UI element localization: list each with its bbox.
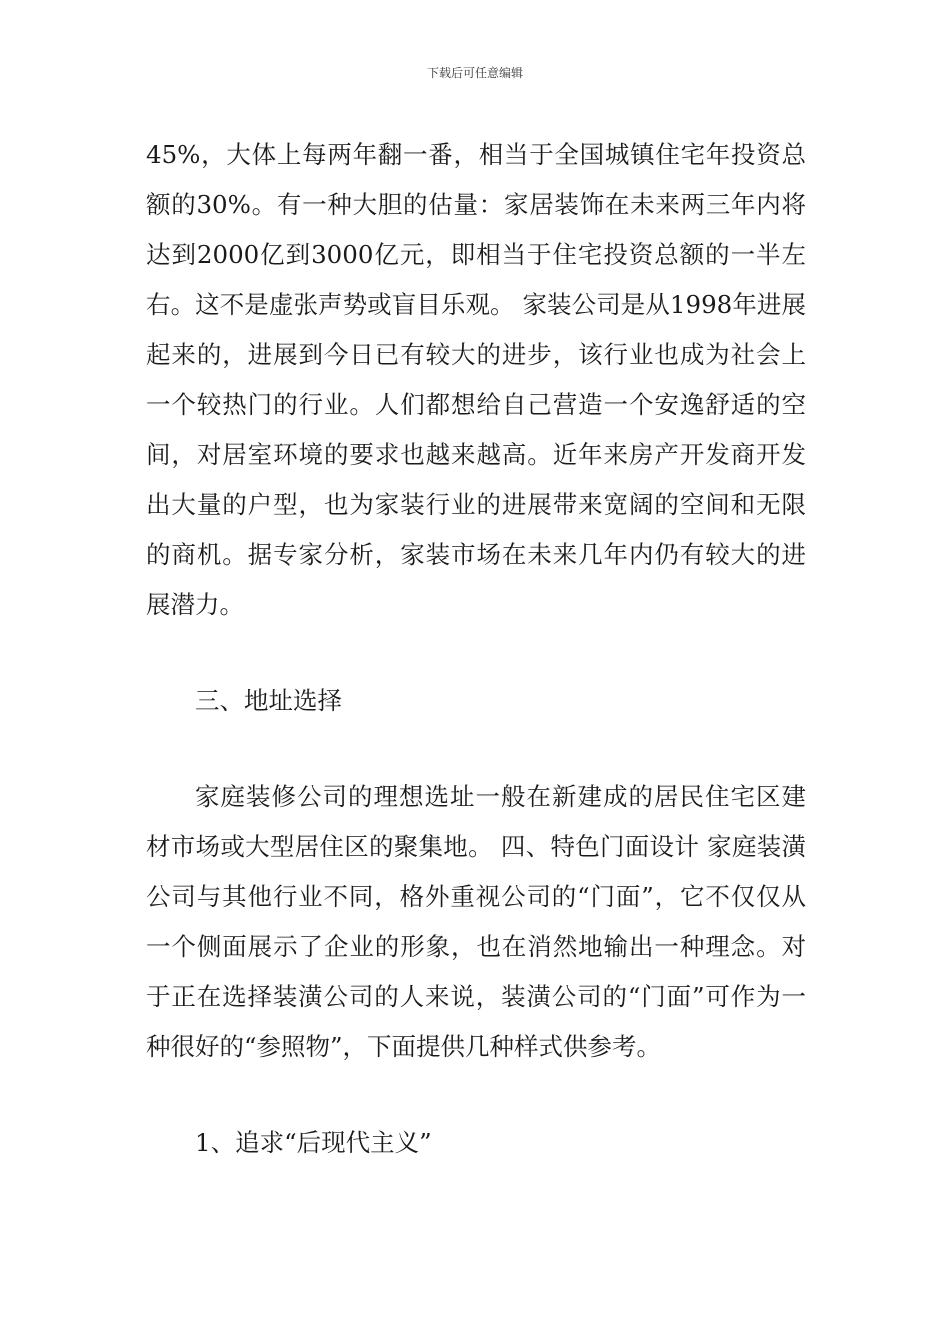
paragraph-market-overview: 45%，大体上每两年翻一番，相当于全国城镇住宅年投资总额的30%。有一种大胆的估量：家居装饰在未来两三年内将达到2000亿到3000亿元，即相当于住宅投资总额的一半左右。这不是虚张声势或盲目乐观。 家装公司是从1998年进展起来的，进展到今日已有较大的进步，该行业也成为社会上一个较热门的行业。人们都想给自己营造一个安逸舒适的空间，对居室环境的要求也越来越高。近年来房产开发商开发出大量的户型，也为家装行业的进展带来宽阔的空间和无限的商机。据专家分析，家装市场在未来几年内仍有较大的进展潜力。 [146, 140, 806, 619]
subheading-postmodernism: 1、追求“后现代主义” [195, 1128, 432, 1157]
document-body [146, 130, 806, 1168]
section-heading-location: 三、地址选择 [195, 686, 342, 715]
paragraph-location-and-storefront: 家庭装修公司的理想选址一般在新建成的居民住宅区建材市场或大型居住区的聚集地。 四、特色门面设计 家庭装潢公司与其他行业不同，格外重视公司的“门面”，它不仅仅从一个侧面展示了企业的形象，也在消然地输出一种理念。对于正在选择装潢公司的人来说，装潢公司的“门面”可作为一种很好的“参照物”，下面提供几种样式供参考。 [146, 782, 806, 1061]
page-header: 下载后可任意编辑 [426, 66, 523, 80]
